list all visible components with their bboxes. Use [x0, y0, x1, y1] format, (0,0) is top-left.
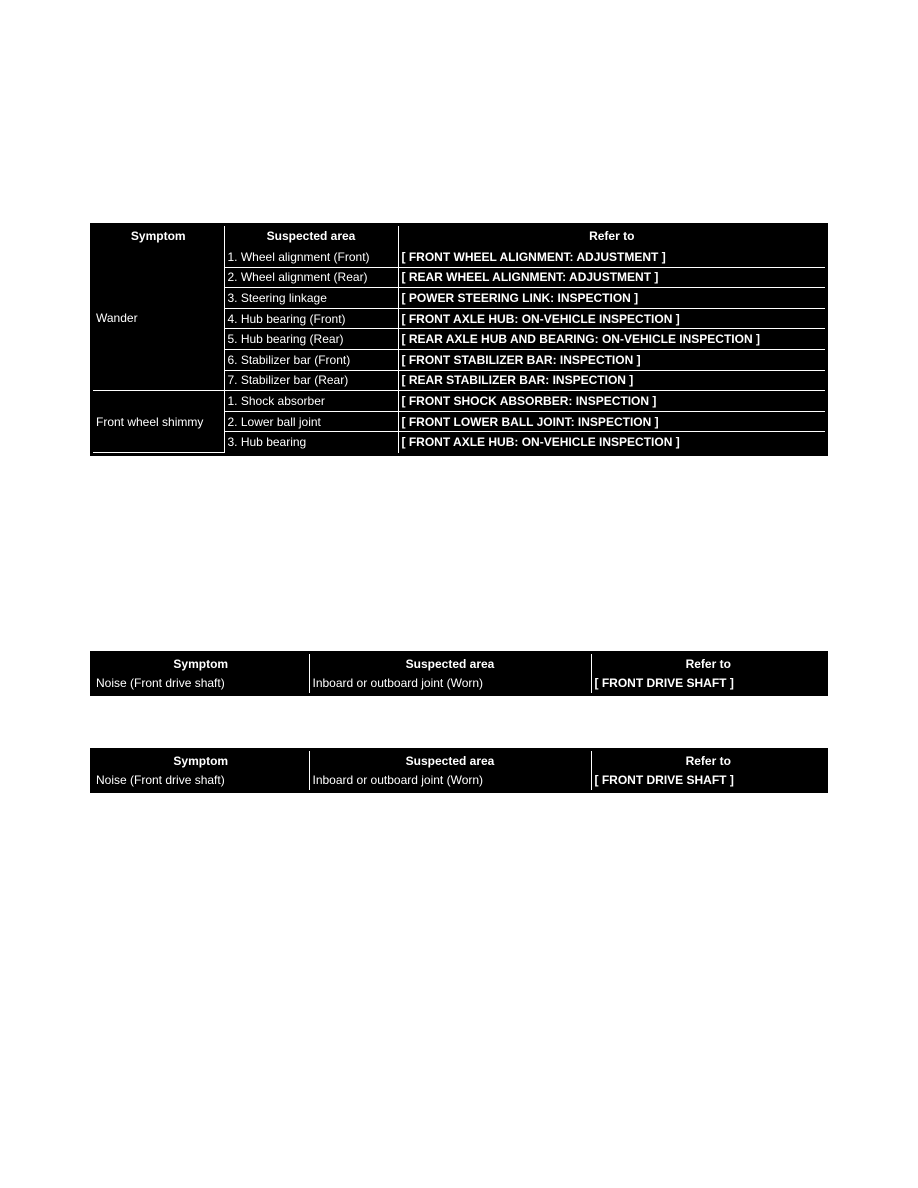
table-row	[93, 247, 825, 268]
wander-shimmy-table-frame	[90, 223, 828, 456]
symptom-cell: Noise (Front drive shaft)	[93, 771, 309, 791]
suspected-area-cell: 3. Steering linkage	[224, 288, 398, 309]
symptom-cell: Front wheel shimmy	[93, 391, 224, 453]
header-refer-to: Refer to	[591, 751, 825, 771]
suspected-area-cell: 1. Wheel alignment (Front)	[224, 247, 398, 268]
table-row	[93, 771, 825, 791]
refer-to-link[interactable]: [ FRONT SHOCK ABSORBER: INSPECTION ]	[398, 391, 825, 412]
header-suspected-area: Suspected area	[224, 226, 398, 247]
suspected-area-cell: 3. Hub bearing	[224, 432, 398, 453]
suspected-area-cell: 4. Hub bearing (Front)	[224, 308, 398, 329]
header-symptom: Symptom	[93, 226, 224, 247]
table-header-row	[93, 654, 825, 674]
refer-to-link[interactable]: [ REAR AXLE HUB AND BEARING: ON-VEHICLE INSPECTION ]	[398, 329, 825, 350]
refer-to-link[interactable]: [ FRONT DRIVE SHAFT ]	[591, 771, 825, 791]
header-refer-to: Refer to	[398, 226, 825, 247]
suspected-area-cell: Inboard or outboard joint (Worn)	[309, 771, 591, 791]
wander-shimmy-diagnosis-table	[93, 226, 825, 453]
table-row	[93, 674, 825, 694]
drive-shaft-diagnosis-table-2	[93, 751, 825, 790]
drive-shaft-diagnosis-table	[93, 654, 825, 693]
header-symptom: Symptom	[93, 751, 309, 771]
refer-to-link[interactable]: [ FRONT LOWER BALL JOINT: INSPECTION ]	[398, 411, 825, 432]
table-header-row	[93, 226, 825, 247]
suspected-area-cell: 7. Stabilizer bar (Rear)	[224, 370, 398, 391]
refer-to-link[interactable]: [ REAR STABILIZER BAR: INSPECTION ]	[398, 370, 825, 391]
drive-shaft-table-frame	[90, 651, 828, 696]
suspected-area-cell: 6. Stabilizer bar (Front)	[224, 350, 398, 371]
suspected-area-cell: 2. Lower ball joint	[224, 411, 398, 432]
suspected-area-cell: 2. Wheel alignment (Rear)	[224, 267, 398, 288]
suspected-area-cell: 5. Hub bearing (Rear)	[224, 329, 398, 350]
refer-to-link[interactable]: [ FRONT WHEEL ALIGNMENT: ADJUSTMENT ]	[398, 247, 825, 268]
table-row	[93, 391, 825, 412]
refer-to-link[interactable]: [ POWER STEERING LINK: INSPECTION ]	[398, 288, 825, 309]
suspected-area-cell: 1. Shock absorber	[224, 391, 398, 412]
symptom-cell: Noise (Front drive shaft)	[93, 674, 309, 694]
refer-to-link[interactable]: [ REAR WHEEL ALIGNMENT: ADJUSTMENT ]	[398, 267, 825, 288]
symptom-cell: Wander	[93, 247, 224, 391]
refer-to-link[interactable]: [ FRONT STABILIZER BAR: INSPECTION ]	[398, 350, 825, 371]
header-suspected-area: Suspected area	[309, 751, 591, 771]
header-symptom: Symptom	[93, 654, 309, 674]
header-refer-to: Refer to	[591, 654, 825, 674]
drive-shaft-table-frame-2	[90, 748, 828, 793]
refer-to-link[interactable]: [ FRONT AXLE HUB: ON-VEHICLE INSPECTION ]	[398, 308, 825, 329]
suspected-area-cell: Inboard or outboard joint (Worn)	[309, 674, 591, 694]
refer-to-link[interactable]: [ FRONT DRIVE SHAFT ]	[591, 674, 825, 694]
refer-to-link[interactable]: [ FRONT AXLE HUB: ON-VEHICLE INSPECTION ]	[398, 432, 825, 453]
header-suspected-area: Suspected area	[309, 654, 591, 674]
table-header-row	[93, 751, 825, 771]
